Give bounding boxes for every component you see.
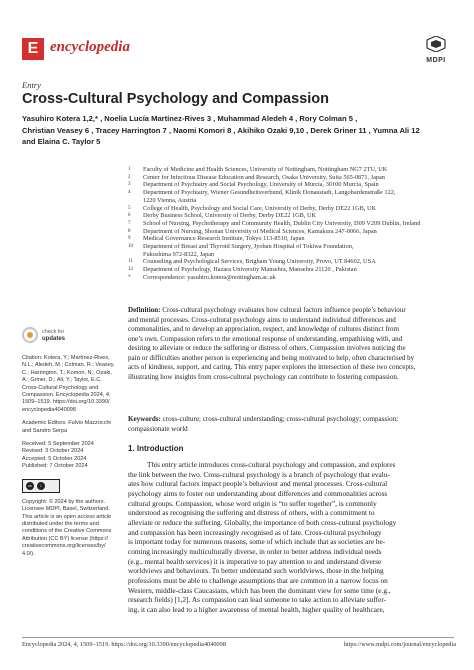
check-updates-icon	[22, 327, 38, 343]
journal-header	[22, 36, 452, 62]
footer-citation: Encyclopedia 2024, 4, 1509–1519. https://doi.org/10.3390/encyclopedia4040098	[22, 641, 226, 648]
date-line: Accepted: 5 October 2024	[22, 455, 87, 462]
footer-journal-link[interactable]: https://www.mdpi.com/journal/encyclopedia	[343, 641, 456, 648]
affiliation-text: Department of Nursing, Shonan University of Medical Sciences, Kamakura 247-0066, Japan	[143, 227, 377, 235]
body-line: cultural groups. Compassion, whose word origin is “to suffer together”, is commonly	[128, 498, 377, 508]
affiliation-text: Correspondence: yasuhiro.kotera@nottingham.ac.uk	[143, 273, 276, 281]
body-line: understood as recognising the suffering and distress of others, with a commitment to	[128, 508, 375, 518]
affiliation-text: Department of Psychiatry and Social Psychology, University of Murcia, 30100 Murcia, Spain	[143, 181, 379, 189]
affiliation-number: 1	[128, 167, 131, 172]
abstract-line: Cross-cultural psychology evaluates how cultural factors influence people’s behaviour	[162, 306, 406, 314]
abstract-line: acts of kindness, support, and caring. This entry paper explores the intersection of these two concepts,	[128, 363, 416, 372]
abstract-label: Definition:	[128, 306, 161, 314]
abstract-line: illustrating how insights from cross-cultural psychology can contribute to fostering compassion.	[128, 372, 399, 381]
citation-line: 1509–1519. https://doi.org/10.3390/	[22, 399, 110, 406]
affiliation-item	[128, 243, 458, 251]
article-dates	[22, 441, 120, 471]
citation-line: encyclopedia4040098	[22, 406, 76, 413]
body-line: alleviate or reduce the suffering. Globally, the importance of both cross-cultural psychology	[128, 517, 397, 527]
affiliation-number: 3	[128, 182, 131, 188]
mdpi-logo	[420, 36, 452, 62]
affiliation-item	[128, 181, 458, 189]
editors-line: Academic Editors: Fulvio Mazzocchi	[22, 420, 111, 427]
abstract-line: commonalities, and to develop an appreciation, respect, and knowledge of cultures distinct from	[128, 325, 400, 334]
affiliation-item	[128, 266, 458, 274]
affiliation-item	[128, 166, 458, 174]
affiliation-item	[128, 274, 458, 282]
body-line: and compassion has been increasingly recognised as of late. Cross-cultural psychology	[128, 527, 382, 537]
affiliation-number: 11	[128, 259, 133, 265]
section-heading: 1. Introduction	[128, 444, 184, 453]
affiliation-item	[128, 205, 458, 213]
affiliation-item	[128, 212, 458, 220]
affiliation-item	[128, 220, 458, 228]
keywords	[128, 415, 456, 434]
academic-editors	[22, 420, 120, 435]
citation-line: C.; Harrington, T.; Komori, N.; Ozaki,	[22, 369, 112, 376]
abstract-line: desiring to alleviate or reduce the suffering or distress of others. Compassion involves noticing the	[128, 344, 406, 353]
body-line: research fields) [1,2]. As compassion can lead someone to take action to alleviate suffer-	[128, 595, 387, 605]
body-line: psychology aims to foster our understanding about differences and commonalities across	[128, 488, 388, 498]
affiliation-text: Counseling and Psychological Services, Brigham Young University, Provo, UT 84602, USA	[143, 258, 376, 266]
body-line: professions must be able to challenge assumptions that are common in a narrow focus on	[128, 575, 388, 585]
entry-label: Entry	[22, 80, 41, 90]
affiliation-text: Department of Psychiatry, Wiener Gesundheitsverbund, Klinik Donaustadt, Langobardenstraße 122,	[143, 189, 396, 197]
author-line: Christian Veasey 6 , Tracey Harrington 7 , Naomi Komori 8 , Akihiko Ozaki 9,10 , Derek Griner 11 , Yumna Ali 12	[22, 125, 420, 135]
check-for-updates-button[interactable]	[22, 325, 82, 347]
body-line: Western, middle-class Caucasians, which has been the dominant view for some time (e.g.,	[128, 585, 391, 595]
cc-icon: cc	[28, 482, 32, 488]
affiliation-number: 4	[128, 190, 131, 196]
body-line: coming increasingly multiculturally diverse, in order to better address individual needs	[128, 546, 382, 556]
affiliation-item	[128, 174, 458, 182]
affiliation-item	[128, 189, 458, 197]
encyclopedia-logo-icon: E	[22, 38, 44, 60]
body-line: worldviews and behaviours. To better understand such worldviews, those in the helping	[128, 566, 384, 576]
citation-line: Compassion. Encyclopedia 2024, 4,	[22, 392, 111, 399]
body-line: ates how cultural factors impact people’s behaviour and mental processes. Cross-cultural	[128, 479, 388, 489]
citation-line: Citation: Kotera, Y.; Martínez-Rives,	[22, 355, 110, 361]
affiliation-text: Derby Business School, University of Derby, Derby DE22 1GB, UK	[143, 212, 317, 220]
editors-line: and Sandro Serpa	[22, 427, 68, 434]
affiliation-number: 5	[128, 205, 131, 211]
affiliation-number: 8	[128, 228, 131, 234]
article-title: Cross-Cultural Psychology and Compassion	[22, 91, 329, 107]
affiliation-number: 2	[128, 174, 131, 180]
citation-line: N.L.; Aledeh, M.; Colman, R.; Veasey,	[22, 362, 115, 369]
citation-line: Cross-Cultural Psychology and	[22, 384, 99, 391]
date-line: Received: 5 September 2024	[22, 441, 94, 448]
body-line: This entry article introduces cross-cultural psychology and compassion, and explores	[147, 460, 396, 469]
affiliation-item	[128, 228, 458, 236]
affiliation-number: 10	[128, 244, 133, 250]
body-line: the link between the two. Cross-cultural psychology is a branch of psychology that evalu-	[128, 469, 390, 479]
mdpi-hexagon-icon	[426, 36, 446, 52]
body-line: is important today for numerous reasons, some of which include that as societies are be-	[128, 537, 386, 547]
abstract-line: and mental processes. Cross-cultural psychology aims to understand individual differences and	[128, 315, 396, 324]
copyright-line: creativecommons.org/licenses/by/	[22, 543, 106, 550]
cc-by-license-badge[interactable]	[22, 479, 60, 493]
author-line: and Elaina C. Taylor 5	[22, 137, 101, 146]
abstract-line: pain or difficulties another person is experiencing and being motivated to help, often characterised by	[128, 353, 415, 362]
body-text	[128, 460, 458, 615]
affiliation-text: 1220 Vienna, Austria	[143, 196, 197, 204]
citation-line: A.; Griner, D.; Ali, Y.; Taylor, E.C.	[22, 377, 102, 384]
affiliation-text: School of Nursing, Psychotherapy and Community Health, Dublin City University, D09 V209 Dublin, Ireland	[143, 219, 421, 227]
body-line: ing, it can also lead to a higher awareness of mental health, higher quality of healthcare,	[128, 604, 385, 614]
affiliation-item	[128, 258, 458, 266]
date-line: Published: 7 October 2024	[22, 463, 88, 470]
affiliation-text: Department of Psychology, Hazara University Mansehra, Mansehra 21120 , Pakistan	[143, 266, 357, 274]
affiliation-number: 7	[128, 220, 131, 226]
affiliation-text: Medical Governance Research Institute, Tokyo 113-8510, Japan	[143, 235, 305, 243]
date-line: Revised: 3 October 2024	[22, 448, 84, 455]
body-line: (e.g., mental health services) it is imperative to pay attention to and understand diverse	[128, 556, 382, 566]
by-icon: i	[37, 482, 45, 490]
affiliation-number: 6	[128, 213, 131, 219]
affiliation-number: *	[128, 274, 131, 280]
copyright-line: This article is an open access article	[22, 513, 112, 520]
affiliation-text: College of Health, Psychology and Social Care, University of Derby, Derby DE22 1GB, UK	[143, 204, 377, 212]
affiliation-number: 12	[128, 267, 133, 273]
footer-divider	[22, 637, 454, 638]
keywords-label: Keywords:	[128, 415, 161, 423]
abstract-line: one’s own. Compassion refers to the emotional response of understanding, empathising with, and	[128, 334, 403, 343]
copyright-notice	[22, 499, 120, 558]
copyright-line: Licensee MDPI, Basel, Switzerland.	[22, 506, 110, 513]
check-updates-label: check for updates	[42, 329, 66, 342]
copyright-line: distributed under the terms and	[22, 520, 99, 527]
keywords-line: cross-culture; cross-cultural understanding; cross-cultural psychology; compassion;	[162, 415, 399, 423]
journal-name: encyclopedia	[50, 39, 130, 55]
article-sidebar	[22, 355, 120, 558]
affiliation-text: Center for Infectious Disease Education and Research, Osaka University, Suita 565-0871, Japan	[143, 173, 385, 181]
copyright-line: Attribution (CC BY) license (https://	[22, 535, 109, 542]
affiliations	[128, 166, 458, 282]
citation	[22, 355, 120, 414]
affiliation-item	[128, 235, 458, 243]
abstract	[128, 306, 456, 382]
affiliation-item	[128, 251, 458, 259]
affiliation-number: 9	[128, 236, 131, 242]
mdpi-wordmark: MDPI	[426, 57, 446, 64]
copyright-line: conditions of the Creative Commons	[22, 528, 112, 535]
affiliation-item	[128, 197, 458, 205]
author-list	[22, 113, 454, 148]
affiliation-text: Faculty of Medicine and Health Sciences, University of Nottingham, Nottingham NG7 2TU, UK	[143, 166, 388, 173]
copyright-line: Copyright: © 2024 by the authors.	[22, 498, 106, 505]
affiliation-text: Fukushima 972-8322, Japan	[143, 250, 215, 258]
copyright-line: 4.0/).	[22, 550, 35, 557]
keywords-line: compassionate world	[128, 424, 188, 433]
author-line: Yasuhiro Kotera 1,2,* , Noelia Lucía Martínez-Rives 3 , Muhammad Aledeh 4 , Rory Colman 5 ,	[22, 114, 358, 123]
affiliation-text: Department of Breast and Thyroid Surgery, Jyoban Hospital of Tokiwa Foundation,	[143, 243, 354, 251]
